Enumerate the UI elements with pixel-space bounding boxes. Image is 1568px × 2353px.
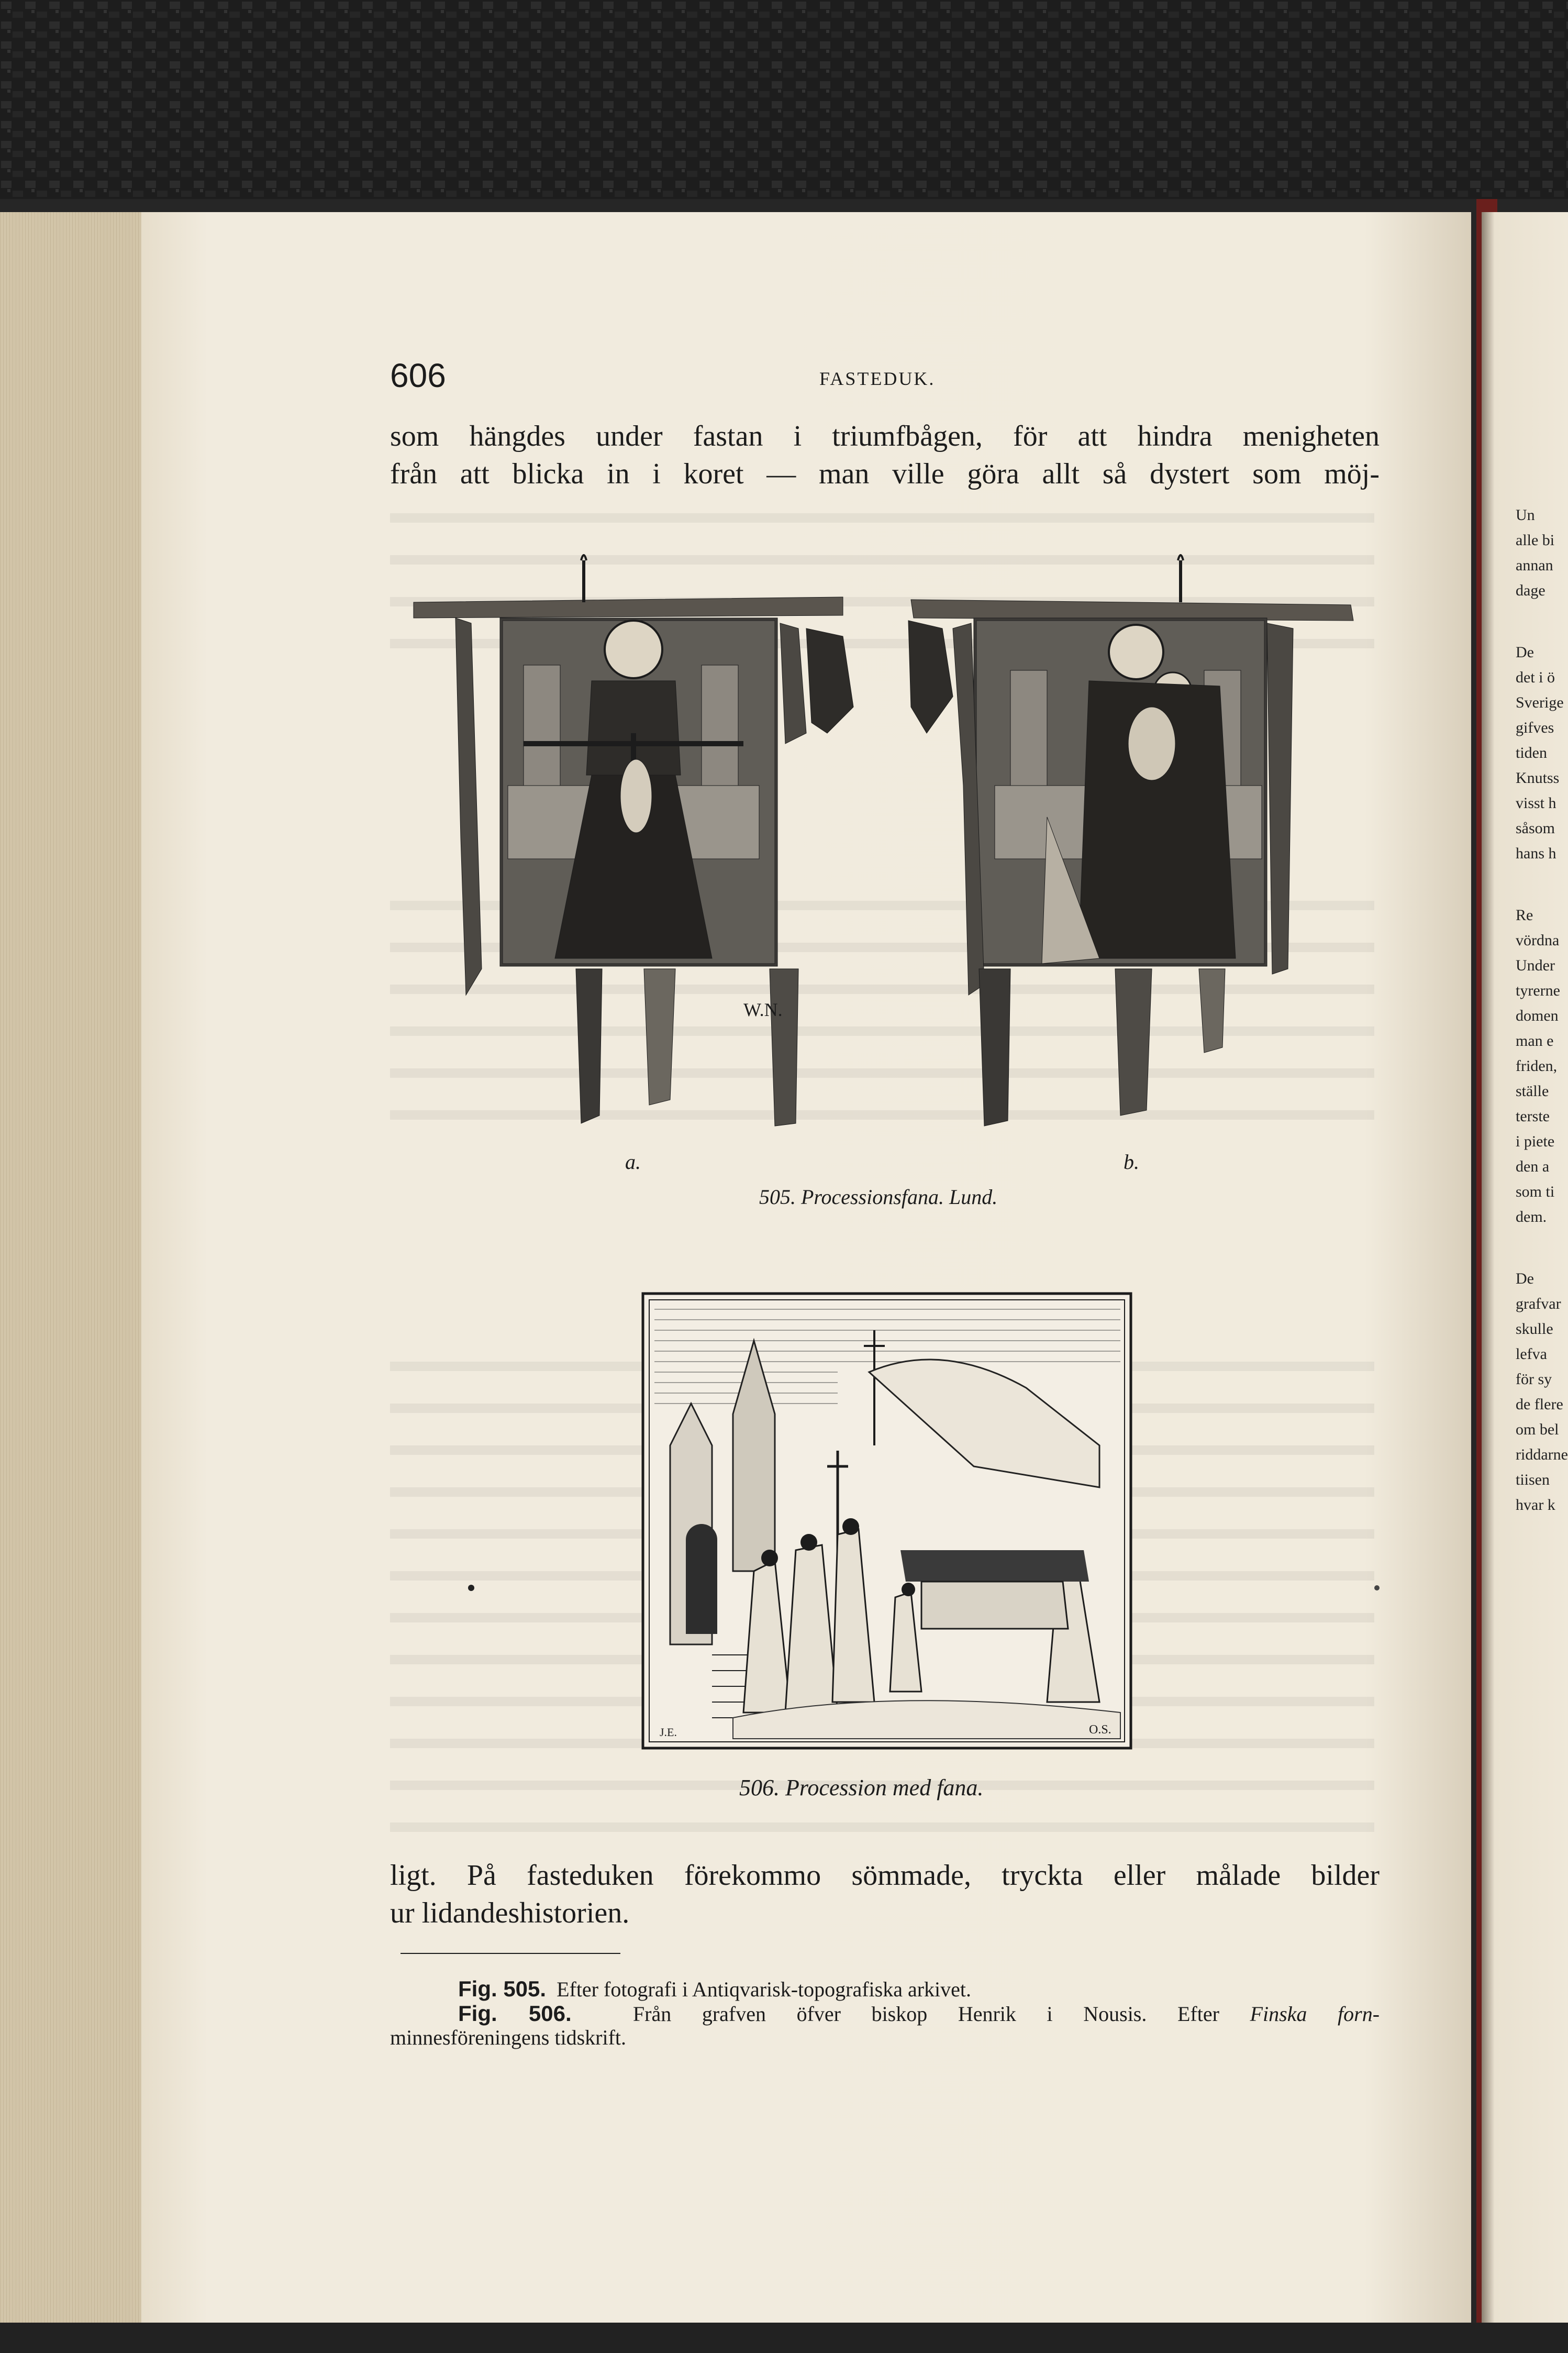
facing-fragment: domen	[1516, 1007, 1559, 1024]
facing-fragment: De	[1516, 1270, 1534, 1287]
facing-fragment: Un	[1516, 506, 1535, 524]
facing-fragment: annan	[1516, 557, 1553, 574]
footnote-1	[458, 1977, 971, 2002]
fig505-label-a: a.	[625, 1150, 641, 1174]
facing-fragment: hvar k	[1516, 1496, 1555, 1514]
facing-fragment: grafvar	[1516, 1295, 1561, 1312]
figure-506-procession	[643, 1294, 1131, 1748]
facing-fragment: friden,	[1516, 1057, 1558, 1075]
fig505-caption: 505. Processionsfana. Lund.	[759, 1185, 998, 1209]
facing-fragment: Knutss	[1516, 769, 1560, 787]
facing-fragment: terste	[1516, 1108, 1550, 1125]
body-line-3: ligt. På fasteduken förekommo sömmade, tryckta eller målade bilder	[390, 1859, 1380, 1892]
footnote-2-italic: Finska forn-	[1250, 2002, 1380, 2026]
body-line-2: från att blicka in i koret — man ville göra allt så dystert som möj-	[390, 458, 1380, 490]
fig506-caption: 506. Procession med fana.	[739, 1775, 984, 1800]
facing-fragment: för sy	[1516, 1371, 1552, 1388]
facing-fragment: om bel	[1516, 1421, 1559, 1438]
facing-fragment: vördna	[1516, 932, 1560, 949]
facing-fragment: riddarne	[1516, 1446, 1568, 1463]
facing-fragment: såsom	[1516, 820, 1555, 837]
body-line-1: som hängdes under fastan i triumfbågen, för att hindra menigheten	[390, 420, 1380, 452]
facing-fragment: den a	[1516, 1158, 1550, 1175]
footnote-2-cont: minnesföreningens tidskrift.	[390, 2026, 627, 2049]
facing-fragment: det i ö	[1516, 669, 1555, 686]
facing-fragment: skulle	[1516, 1320, 1553, 1338]
footnote-2-label: Fig. 506.	[458, 2001, 572, 2026]
facing-fragment: tyrerne	[1516, 982, 1560, 999]
footnote-2	[458, 2002, 1380, 2026]
facing-fragment: visst h	[1516, 794, 1556, 812]
footnote-2-text: Från grafven öfver biskop Henrik i Nousis. Efter	[632, 2002, 1219, 2026]
facing-fragment: alle bi	[1516, 532, 1555, 549]
facing-fragment: De	[1516, 644, 1534, 661]
facing-fragment: de flere	[1516, 1396, 1563, 1413]
fig505-label-b: b.	[1124, 1150, 1139, 1174]
body-line-4: ur lidandeshistorien.	[390, 1897, 630, 1929]
page-number: 606	[390, 357, 446, 394]
facing-fragment: i piete	[1516, 1133, 1555, 1150]
running-head: FASTEDUK.	[819, 368, 936, 389]
engraver-signature: W.N.	[743, 999, 783, 1020]
facing-fragment: dage	[1516, 582, 1545, 599]
facing-page-fragments	[1516, 503, 1568, 2126]
facing-fragment: hans h	[1516, 845, 1556, 862]
facing-fragment: tiden	[1516, 744, 1547, 761]
facing-fragment: man e	[1516, 1032, 1554, 1050]
footnote-1-label: Fig. 505.	[458, 1976, 547, 2001]
facing-fragment: Under	[1516, 957, 1555, 974]
facing-fragment: gifves	[1516, 719, 1554, 736]
facing-fragment: som ti	[1516, 1183, 1555, 1200]
signature-left: J.E.	[660, 1726, 677, 1739]
footnote-1-text: Efter fotografi i Antiqvarisk-topografiska arkivet.	[557, 1978, 972, 2001]
facing-fragment: Sverige	[1516, 694, 1564, 711]
facing-fragment: Re	[1516, 907, 1533, 924]
facing-fragment: dem.	[1516, 1208, 1547, 1225]
facing-fragment: tiisen	[1516, 1471, 1550, 1488]
facing-fragment: ställe	[1516, 1082, 1549, 1100]
signature-right: O.S.	[1089, 1723, 1111, 1737]
facing-fragment: lefva	[1516, 1345, 1547, 1363]
